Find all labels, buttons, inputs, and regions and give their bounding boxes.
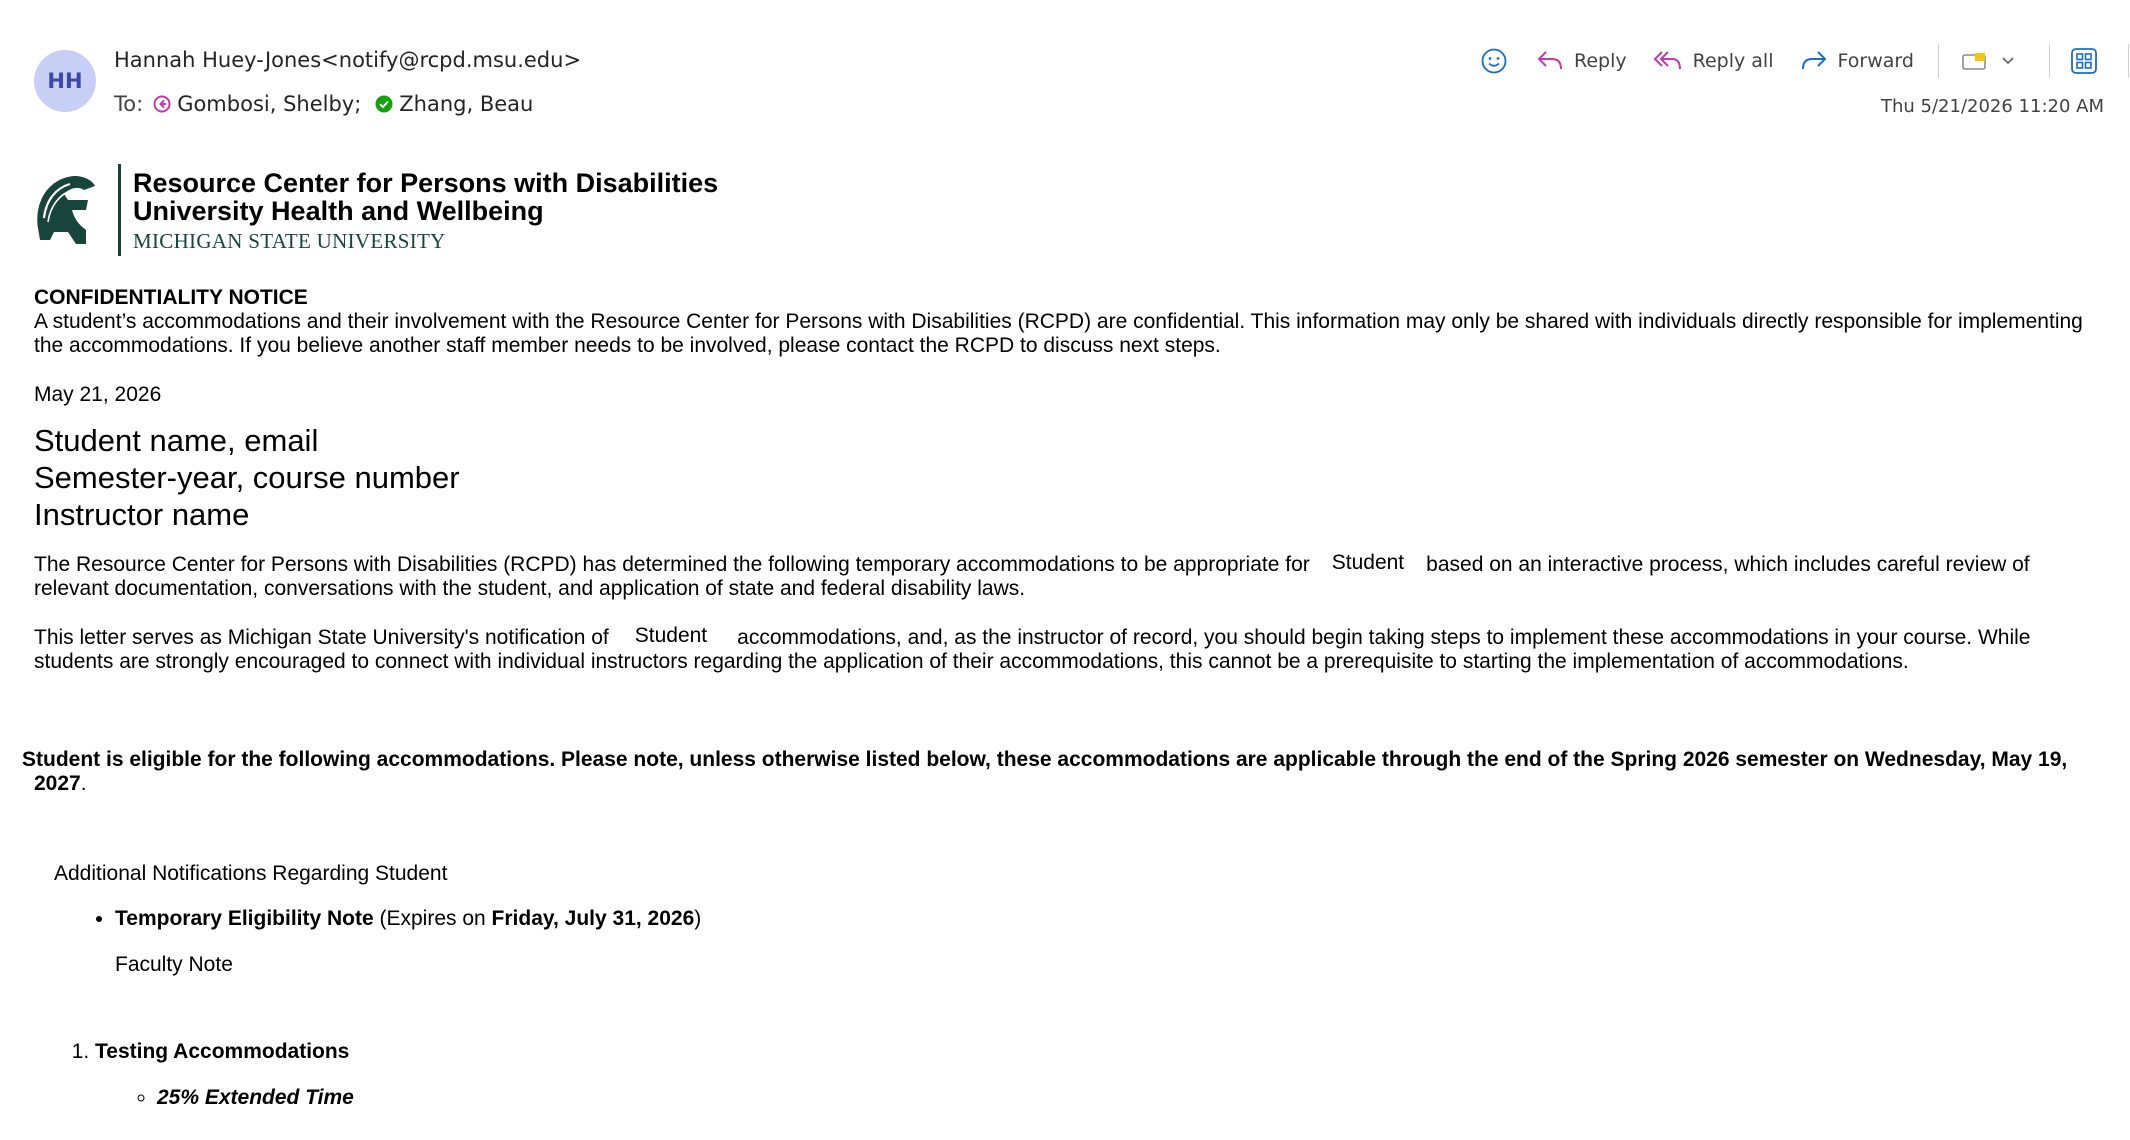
apps-button[interactable] — [2070, 47, 2108, 75]
react-button[interactable] — [1480, 47, 1518, 75]
temp-note-close: ) — [694, 907, 702, 930]
reply-button[interactable] — [1536, 49, 1627, 73]
extended-time-item: 25% Extended Time — [157, 1086, 354, 1109]
temp-note-open: (Expires on — [373, 907, 492, 930]
paragraph-1-line-1 — [34, 553, 2030, 577]
letterhead-unit-name: University Health and Wellbeing — [133, 196, 544, 226]
chevron-down-icon — [2001, 56, 2015, 66]
recipient-zhang[interactable] — [375, 92, 533, 116]
instructor-heading: Instructor name — [34, 497, 250, 532]
received-datetime: Thu 5/21/2026 11:20 AM — [1881, 96, 2104, 117]
recipient-name: Gombosi, Shelby; — [177, 92, 362, 116]
forward-label: Forward — [1837, 50, 1914, 72]
accommodations-list — [95, 1040, 349, 1064]
list-item — [95, 1040, 349, 1064]
reply-all-label: Reply all — [1692, 50, 1774, 72]
course-heading: Semester-year, course number — [34, 460, 460, 495]
reply-all-button[interactable] — [1653, 49, 1774, 73]
eligibility-period: . — [80, 772, 87, 795]
spartan-helmet-logo — [32, 170, 98, 250]
eligibility-year: 2027 — [34, 772, 81, 795]
sender-name[interactable]: Hannah Huey-Jones<notify@rcpd.msu.edu> — [114, 48, 582, 72]
toolbar-divider — [1938, 44, 1939, 78]
paragraph-1-line-2: relevant documentation, conversations with the student, and application of state and federal disability laws. — [34, 577, 1026, 600]
recipients-line — [114, 92, 547, 116]
testing-accommodations-title: Testing Accommodations — [95, 1040, 350, 1063]
confidentiality-title: CONFIDENTIALITY NOTICE — [34, 286, 308, 309]
confidentiality-line-1: A student’s accommodations and their involvement with the Resource Center for Persons with Disabilities (RCPD) are confidential. This information may only be shared with individuals directly responsible for implementing — [34, 310, 2083, 333]
toolbar-divider — [2128, 44, 2129, 78]
list-item — [157, 1086, 354, 1110]
paragraph-text: accommodations, and, as the instructor of record, you should begin taking steps to implement these accommodations in your course. While — [737, 626, 2031, 649]
sender-avatar[interactable]: HH — [34, 50, 96, 112]
temp-note-title: Temporary Eligibility Note — [115, 907, 374, 930]
paragraph-text: This letter serves as Michigan State University's notification of — [34, 626, 609, 649]
notifications-list — [115, 907, 701, 931]
faculty-note: Faculty Note — [115, 953, 233, 976]
recipient-name: Zhang, Beau — [399, 92, 534, 116]
student-name-heading: Student name, email — [34, 423, 319, 458]
paragraph-text: based on an interactive process, which includes careful review of — [1426, 553, 2030, 576]
message-toolbar — [1480, 44, 2130, 78]
reply-label: Reply — [1574, 50, 1627, 72]
list-item — [115, 907, 701, 931]
temp-note-expiry: Friday, July 31, 2026 — [491, 907, 695, 930]
letterhead-center-name: Resource Center for Persons with Disabilities — [133, 168, 719, 198]
toolbar-divider — [2049, 44, 2050, 78]
to-label: To: — [114, 92, 144, 116]
presence-available-icon — [375, 95, 393, 113]
testing-accommodations-list — [157, 1086, 354, 1110]
eligibility-line-1: Student is eligible for the following accommodations. Please note, unless otherwise listed below, these accommodations are applicable through the end of the Spring 2026 semester on Wednesday, May 19, — [22, 748, 2068, 771]
letterhead-divider — [118, 164, 121, 256]
mark-dropdown-button[interactable] — [1961, 49, 2025, 73]
recipient-gombosi[interactable] — [153, 92, 361, 116]
forward-icon — [1800, 49, 1828, 73]
reply-all-icon — [1653, 49, 1683, 73]
student-placeholder: Student — [1331, 551, 1405, 574]
paragraph-text: The Resource Center for Persons with Disabilities (RCPD) has determined the following temporary accommodations to be appropriate for — [34, 553, 1310, 576]
student-placeholder: Student — [634, 624, 708, 647]
apps-grid-icon — [2070, 47, 2098, 75]
presence-away-icon — [153, 95, 171, 113]
paragraph-2-line-1 — [34, 626, 2030, 650]
reply-icon — [1536, 49, 1564, 73]
forward-button[interactable] — [1800, 49, 1914, 73]
paragraph-2-line-2: students are strongly encouraged to connect with individual instructors regarding the application of their accommodations, this cannot be a prerequisite to starting the implementation of accommodations. — [34, 650, 1909, 673]
message-flag-icon — [1961, 49, 1991, 73]
confidentiality-line-2: the accommodations. If you believe another staff member needs to be involved, please contact the RCPD to discuss next steps. — [34, 334, 1221, 357]
letterhead-university-name: MICHIGAN STATE UNIVERSITY — [133, 229, 446, 253]
letter-date: May 21, 2026 — [34, 383, 162, 406]
additional-notifications-title: Additional Notifications Regarding Student — [54, 862, 448, 885]
eligibility-line-2 — [34, 772, 87, 796]
smiley-icon — [1480, 47, 1508, 75]
